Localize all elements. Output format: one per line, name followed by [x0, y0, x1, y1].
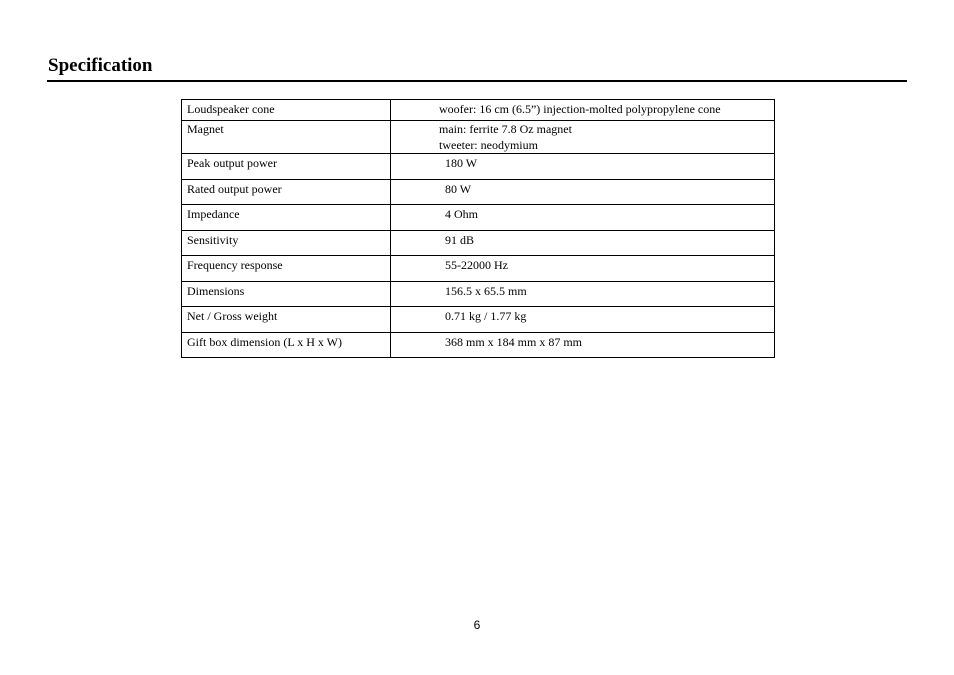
spec-value [391, 281, 775, 307]
spec-value [391, 307, 775, 333]
spec-value [391, 121, 775, 154]
spec-value-line: 91 dB [445, 232, 475, 247]
spec-label: Loudspeaker cone [182, 100, 391, 121]
table-row [182, 281, 775, 307]
table-row [182, 121, 775, 154]
spec-value [391, 256, 775, 282]
table-row [182, 256, 775, 282]
spec-label: Gift box dimension (L x H x W) [182, 332, 391, 358]
spec-label: Impedance [182, 205, 391, 231]
page-title: Specification [48, 55, 153, 76]
spec-label: Dimensions [182, 281, 391, 307]
table-row [182, 154, 775, 180]
spec-label: Peak output power [182, 154, 391, 180]
spec-value-line: 368 mm x 184 mm x 87 mm [445, 334, 583, 349]
spec-value [391, 154, 775, 180]
spec-value-line: 4 Ohm [445, 207, 478, 221]
title-divider [47, 80, 907, 82]
table-row [182, 100, 775, 121]
spec-value-line: woofer: 16 cm (6.5”) injection-molted polypropylene cone [439, 102, 721, 116]
spec-value [391, 230, 775, 256]
spec-value [391, 100, 775, 121]
spec-label: Frequency response [182, 256, 391, 282]
spec-value [391, 205, 775, 231]
table-row [182, 332, 775, 358]
spec-value-line: 0.71 kg / 1.77 kg [445, 309, 527, 323]
spec-value-line: 180 W [445, 156, 478, 170]
spec-value-line: 156.5 x 65.5 mm [445, 283, 527, 298]
spec-value-line: main: ferrite 7.8 Oz magnet [439, 122, 572, 136]
table-row [182, 307, 775, 333]
spec-value-line: tweeter: neodymium [439, 138, 538, 152]
specification-table [181, 99, 775, 358]
spec-label: Sensitivity [182, 230, 391, 256]
spec-value [391, 179, 775, 205]
spec-value-line: 80 W [445, 181, 472, 196]
spec-label: Magnet [182, 121, 391, 154]
spec-label: Rated output power [182, 179, 391, 205]
table-row [182, 205, 775, 231]
table-row [182, 230, 775, 256]
page-number: 6 [473, 618, 481, 632]
spec-label: Net / Gross weight [182, 307, 391, 333]
spec-value [391, 332, 775, 358]
table-row [182, 179, 775, 205]
spec-value-line: 55-22000 Hz [445, 258, 508, 272]
